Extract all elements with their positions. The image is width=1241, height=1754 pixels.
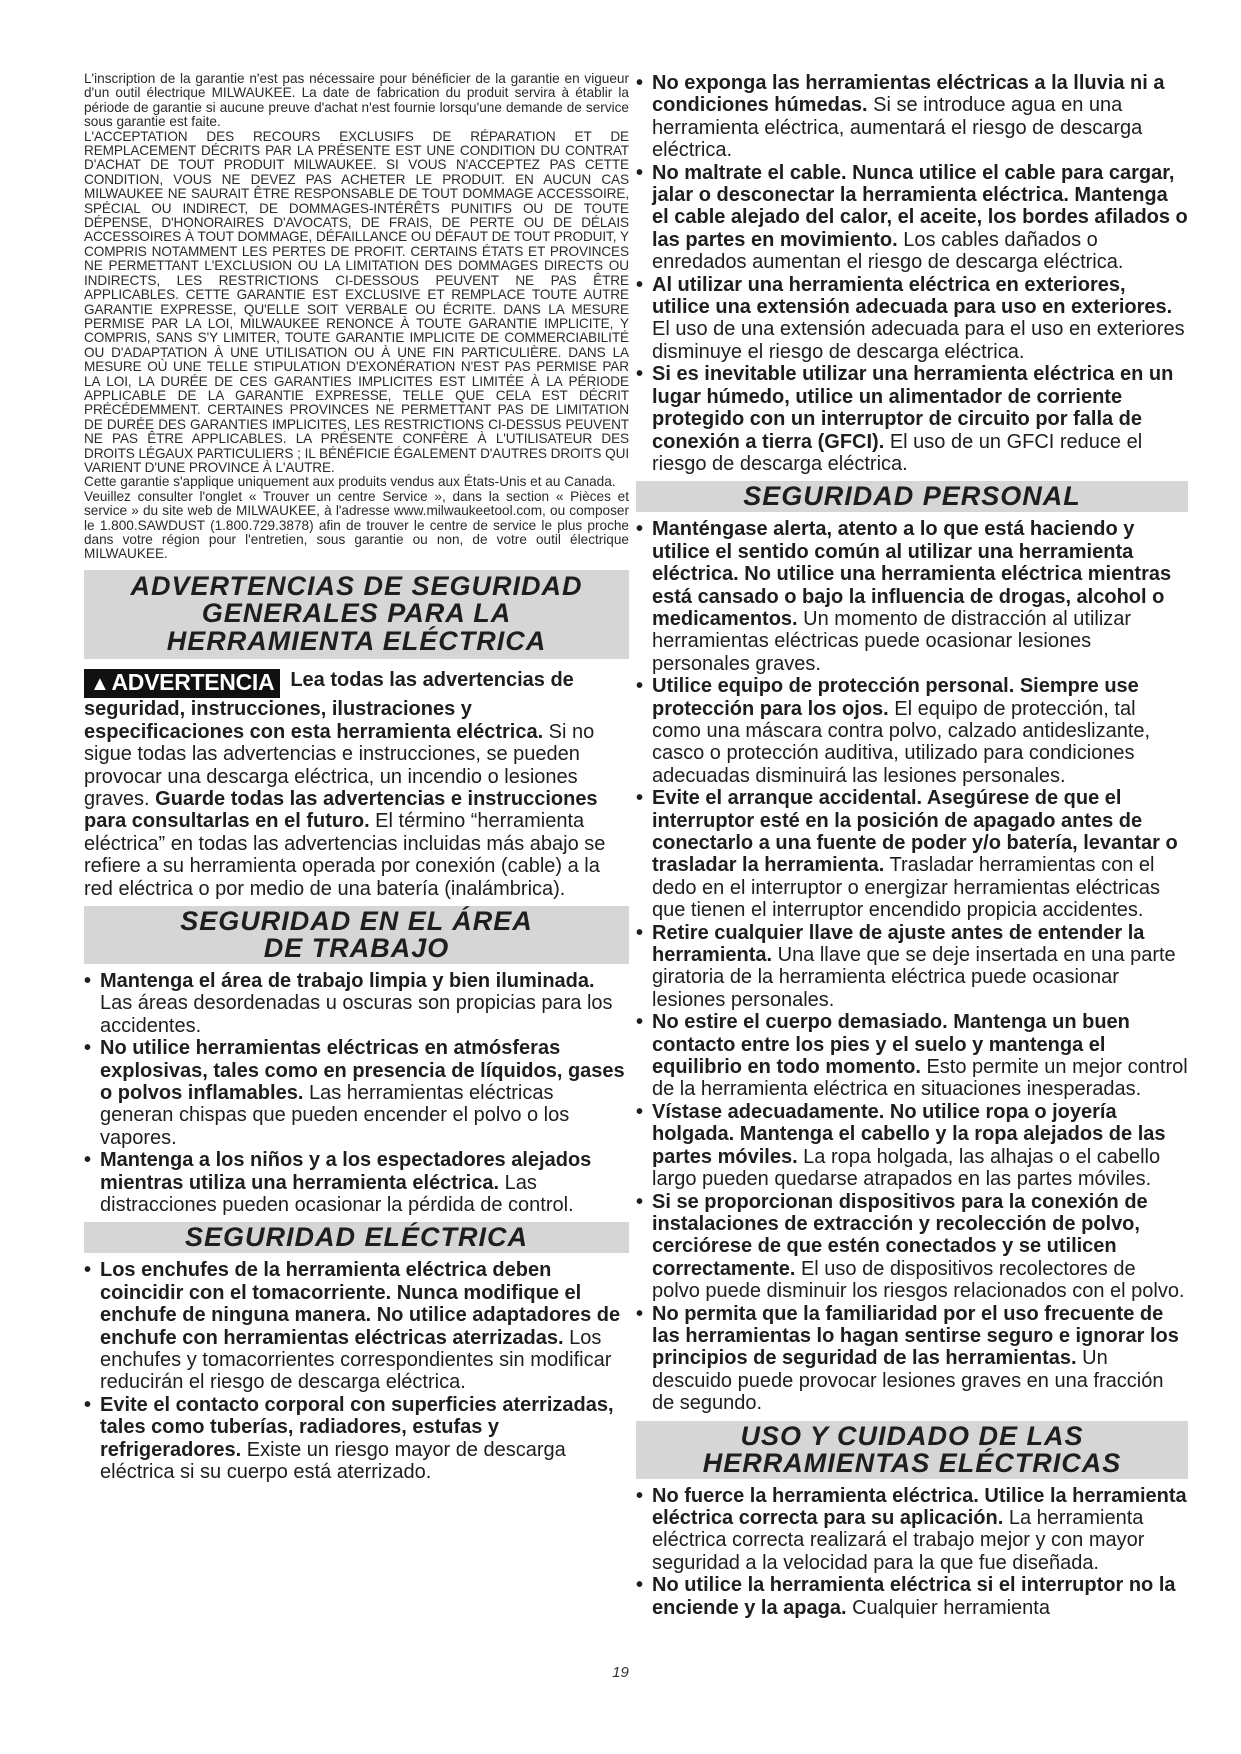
left-column	[84, 72, 629, 1484]
heading-line: SEGURIDAD EN EL ÁREA	[180, 905, 533, 936]
list-item	[636, 1101, 1188, 1191]
right-column	[636, 72, 1188, 1619]
item-text: Las distracciones pueden ocasionar la pérdida de control.	[100, 1171, 574, 1217]
warning-triangle-icon: ▲	[90, 673, 110, 696]
item-bold: Mantenga a los niños y a los espectadores alejados mientras utiliza una herramienta eléctrica.	[100, 1149, 592, 1194]
item-bold: Mantenga el área de trabajo limpia y bien iluminada.	[100, 969, 595, 992]
item-bold: Si se proporcionan dispositivos para la conexión de instalaciones de extracción y recolección de polvo, cerciórese de que estén conectados y se utilicen correctamente.	[652, 1190, 1148, 1280]
page-number: 19	[612, 1664, 629, 1681]
list-item	[636, 1303, 1188, 1415]
item-bold: Los enchufes de la herramienta eléctrica deben coincidir con el tomacorriente. Nunca modifique el enchufe de ninguna manera. No utilice adaptadores de enchufe con herramientas eléctricas aterrizadas.	[100, 1259, 621, 1349]
list-item	[636, 274, 1188, 364]
list-item	[636, 162, 1188, 274]
item-text: La herramienta eléctrica correcta realizará el trabajo mejor y con mayor seguridad a la velocidad para la que fue diseñada.	[652, 1506, 1145, 1574]
item-text: El uso de un GFCI reduce el riesgo de descarga eléctrica.	[652, 430, 1143, 475]
electrical-list-left	[84, 1259, 629, 1483]
heading-line: HERRAMIENTA ELÉCTRICA	[166, 625, 547, 656]
item-text: El equipo de protección, tal como una máscara contra polvo, calzado antideslizante, casco o protección auditiva, utilizado para condiciones adecuadas disminuirá las lesiones personales.	[652, 697, 1151, 787]
item-text: Esto permite un mejor control de la herramienta eléctrica en situaciones inesperadas.	[652, 1056, 1188, 1101]
section-heading-electrical	[84, 1222, 629, 1253]
general-warning-block	[84, 669, 629, 900]
item-bold: No utilice la herramienta eléctrica si el interruptor no la enciende y la apaga.	[652, 1574, 1176, 1619]
section-heading-general-safety	[84, 570, 629, 660]
list-item	[636, 1191, 1188, 1303]
warning-badge	[84, 669, 280, 698]
heading-line: HERRAMIENTAS ELÉCTRICAS	[702, 1447, 1122, 1478]
list-item	[636, 922, 1188, 1012]
item-bold: No exponga las herramientas eléctricas a la lluvia ni a condiciones húmedas.	[652, 72, 1165, 117]
item-bold: No maltrate el cable. Nunca utilice el cable para cargar, jalar o desconectar la herramienta eléctrica. Mantenga el cable alejado del calor, el aceite, los bordes afilados o las partes en movimiento.	[652, 161, 1188, 251]
section-heading-personal	[636, 481, 1188, 512]
french-paragraph-4: Veuillez consulter l'onglet « Trouver un centre Service », dans la section « Pièces et service » du site web de MILWAUKEE, à l'adresse www.milwaukeetool.com, ou composer le 1.800.SAWDUST (1.800.729.3878) afin de trouver le centre de service le plus proche dans votre région pour l'entretien, sous garantie ou non, de votre outil électrique MILWAUKEE.	[84, 488, 629, 562]
item-bold: Al utilizar una herramienta eléctrica en exteriores, utilice una extensión adecuada para uso en exteriores.	[652, 273, 1173, 319]
item-text: Un momento de distracción al utilizar herramientas eléctricas puede ocasionar lesiones personales graves.	[652, 607, 1132, 675]
list-item	[636, 675, 1188, 787]
item-text: Una llave que se deje insertada en una parte giratoria de la herramienta eléctrica puede ocasionar lesiones personales.	[652, 944, 1176, 1011]
item-bold: No fuerce la herramienta eléctrica. Utilice la herramienta eléctrica correcta para su aplicación.	[652, 1484, 1187, 1529]
list-item	[636, 363, 1188, 475]
list-item	[636, 787, 1188, 921]
item-bold: No utilice herramientas eléctricas en atmósferas explosivas, tales como en presencia de líquidos, gases o polvos inflamables.	[100, 1037, 625, 1104]
heading-line: ADVERTENCIAS DE SEGURIDAD	[130, 570, 583, 601]
heading-line: SEGURIDAD PERSONAL	[743, 481, 1081, 512]
item-text: Cualquier herramienta	[846, 1596, 1050, 1619]
item-text: Los cables dañados o enredados aumentan el riesgo de descarga eléctrica.	[652, 228, 1124, 274]
item-bold: Manténgase alerta, atento a lo que está haciendo y utilice el sentido común al utilizar una herramienta eléctrica. No utilice una herramienta eléctrica mientras está cansado o bajo la influencia de drogas, alcohol o medicamentos.	[652, 518, 1172, 630]
list-item	[636, 72, 1188, 162]
list-item	[84, 1149, 629, 1216]
item-bold: Evite el contacto corporal con superficies aterrizadas, tales como tuberías, radiadores, estufas y refrigeradores.	[100, 1393, 614, 1461]
item-text: Trasladar herramientas con el dedo en el interruptor o energizar herramientas eléctricas que tienen el interruptor encendido propicia accidentes.	[652, 854, 1161, 922]
section-heading-work-area	[84, 906, 629, 964]
item-text: Si se introduce agua en una herramienta eléctrica, aumentará el riesgo de descarga eléctrica.	[652, 94, 1143, 162]
warning-paragraph	[84, 669, 629, 900]
item-bold: Vístase adecuadamente. No utilice ropa o joyería holgada. Mantenga el cabello y la ropa alejados de las partes móviles.	[652, 1100, 1166, 1168]
french-paragraph-1: L'inscription de la garantie n'est pas nécessaire pour bénéficier de la garantie en vigueur d'un outil électrique MILWAUKEE. La date de fabrication du produit servira à établir la période de garantie si aucune preuve d'achat n'est fournie lorsqu'une demande de service sous garantie est faite.	[84, 71, 629, 130]
section-heading-use-care	[636, 1421, 1188, 1479]
item-text: Las áreas desordenadas u oscuras son propicias para los accidentes.	[100, 992, 613, 1037]
warning-text: Si no sigue todas las advertencias e instrucciones, se pueden provocar una descarga eléctrica, un incendio o lesiones graves.	[84, 720, 595, 810]
use-care-list	[636, 1485, 1188, 1619]
item-bold: Retire cualquier llave de ajuste antes de entender la herramienta.	[652, 921, 1145, 967]
item-bold: No permita que la familiaridad por el uso frecuente de las herramientas lo hagan sentirse seguro e ignorar los principios de seguridad de las herramientas.	[652, 1302, 1179, 1370]
warning-bold-text-2: Guarde todas las advertencias e instrucciones para consultarlas en el futuro.	[84, 787, 598, 833]
list-item	[84, 1394, 629, 1484]
list-item	[636, 1574, 1188, 1619]
heading-line: GENERALES PARA LA	[201, 598, 512, 629]
heading-line: DE TRABAJO	[263, 932, 450, 963]
french-warranty-text	[84, 72, 629, 562]
list-item	[636, 1011, 1188, 1101]
item-bold: Evite el arranque accidental. Asegúrese de que el interruptor esté en la posición de apagado antes de conectarlo a una fuente de poder y/o batería, levantar o trasladar la herramienta.	[652, 787, 1178, 877]
warning-text-2: El término “herramienta eléctrica” en todas las advertencias incluidas más abajo se refiere a su herramienta operada por conexión (cable) a la red eléctrica o por medio de una batería (inalámbrica).	[84, 810, 606, 900]
item-text: La ropa holgada, las alhajas o el cabello largo pueden quedarse atrapados en las partes móviles.	[652, 1145, 1161, 1191]
heading-line: USO Y CUIDADO DE LAS	[740, 1420, 1084, 1451]
item-text: Un descuido puede provocar lesiones graves en una fracción de segundo.	[652, 1347, 1164, 1415]
list-item	[84, 1037, 629, 1149]
warning-bold-text: Lea todas las advertencias de seguridad, instrucciones, ilustraciones y especificaciones con esta herramienta eléctrica.	[84, 669, 574, 743]
item-bold: Si es inevitable utilizar una herramienta eléctrica en un lugar húmedo, utilice un alimentador de corriente protegido con un interruptor de circuito por falla de conexión a tierra (GFCI).	[652, 363, 1174, 453]
warning-badge-label: ADVERTENCIA	[111, 669, 275, 696]
item-text: Los enchufes y tomacorrientes correspondientes sin modificar reducirán el riesgo de descarga eléctrica.	[100, 1326, 612, 1394]
electrical-list-right	[636, 72, 1188, 475]
list-item	[84, 970, 629, 1037]
heading-line: SEGURIDAD ELÉCTRICA	[184, 1222, 528, 1253]
item-text: El uso de una extensión adecuada para el uso en exteriores disminuye el riesgo de descarga eléctrica.	[652, 318, 1185, 363]
item-text: Existe un riesgo mayor de descarga eléctrica si su cuerpo está aterrizado.	[100, 1438, 566, 1484]
french-paragraph-2: L'ACCEPTATION DES RECOURS EXCLUSIFS DE RÉPARATION ET DE REMPLACEMENT DÉCRITS PAR LA PRÉSENTE EST UNE CONDITION DU CONTRAT D'ACHAT DE TOUT PRODUIT MILWAUKEE. SI VOUS N'ACCEPTEZ PAS CETTE CONDITION, VOUS NE DEVEZ PAS ACHETER LE PRODUIT. EN AUCUN CAS MILWAUKEE NE SAURAIT ÊTRE RESPONSABLE DE TOUT DOMMAGE ACCESSOIRE, SPÉCIAL OU INDIRECT, DE DOMMAGES-INTÉRÊTS PUNITIFS OU DE TOUTE DÉPENSE, D'HONORAIRES D'AVOCATS, DE FRAIS, DE PERTE OU DE DÉLAIS ACCESSOIRES À TOUT DOMMAGE, DÉFAILLANCE OU DÉFAUT DE TOUT PRODUIT, Y COMPRIS NOTAMMENT LES PERTES DE PROFIT. CERTAINS ÉTATS ET PROVINCES NE PERMETTANT L'EXCLUSION OU LA LIMITATION DES DOMMAGES DIRECTS OU INDIRECTS, LES RESTRICTIONS CI-DESSOUS PEUVENT NE PAS ÊTRE APPLICABLES. CETTE GARANTIE EST EXCLUSIVE ET REMPLACE TOUTE AUTRE GARANTIE EXPRESSE, QU'ELLE SOIT VERBALE OU ÉCRITE. DANS LA MESURE PERMISE PAR LA LOI, MILWAUKEE RENONCE À TOUTE GARANTIE IMPLICITE, Y COMPRIS, SANS S'Y LIMITER, TOUTE GARANTIE IMPLICITE DE COMMERCIABILITÉ OU D'ADAPTATION À UNE UTILISATION OU À UNE FIN PARTICULIÈRE. DANS LA MESURE OÙ UNE TELLE STIPULATION D'EXONÉRATION N'EST PAS PERMISE PAR LA LOI, LA DURÉE DE CES GARANTIES IMPLICITES EST LIMITÉE À LA PÉRIODE APPLICABLE DE LA GARANTIE EXPRESSE, TELLE QUE CELA EST DÉCRIT PRÉCÉDEMMENT. CERTAINES PROVINCES NE PERMETTANT PAS DE LIMITATION DE DURÉE DES GARANTIES IMPLICITES, LES RESTRICTIONS CI-DESSUS PEUVENT NE PAS ÊTRE APPLICABLES. LA PRÉSENTE CONFÈRE À L'UTILISATEUR DES DROITS LÉGAUX PARTICULIERS ; IL BÉNÉFICIE ÉGALEMENT D'AUTRES DROITS QUI VARIENT D'UNE PROVINCE À L'AUTRE.	[84, 128, 629, 475]
item-text: Las herramientas eléctricas generan chispas que pueden encender el polvo o los vapores.	[100, 1082, 570, 1149]
french-paragraph-3: Cette garantie s'applique uniquement aux produits vendus aux États-Unis et au Canada.	[84, 474, 616, 490]
personal-safety-list	[636, 518, 1188, 1414]
item-text: El uso de dispositivos recolectores de polvo puede disminuir los riesgos relacionados con el polvo.	[652, 1257, 1185, 1303]
list-item	[84, 1259, 629, 1393]
list-item	[636, 518, 1188, 675]
list-item	[636, 1485, 1188, 1575]
item-bold: No estire el cuerpo demasiado. Mantenga un buen contacto entre los pies y el suelo y mantenga el equilibrio en todo momento.	[652, 1011, 1130, 1079]
work-area-list	[84, 970, 629, 1216]
item-bold: Utilice equipo de protección personal. Siempre use protección para los ojos.	[652, 675, 1139, 720]
